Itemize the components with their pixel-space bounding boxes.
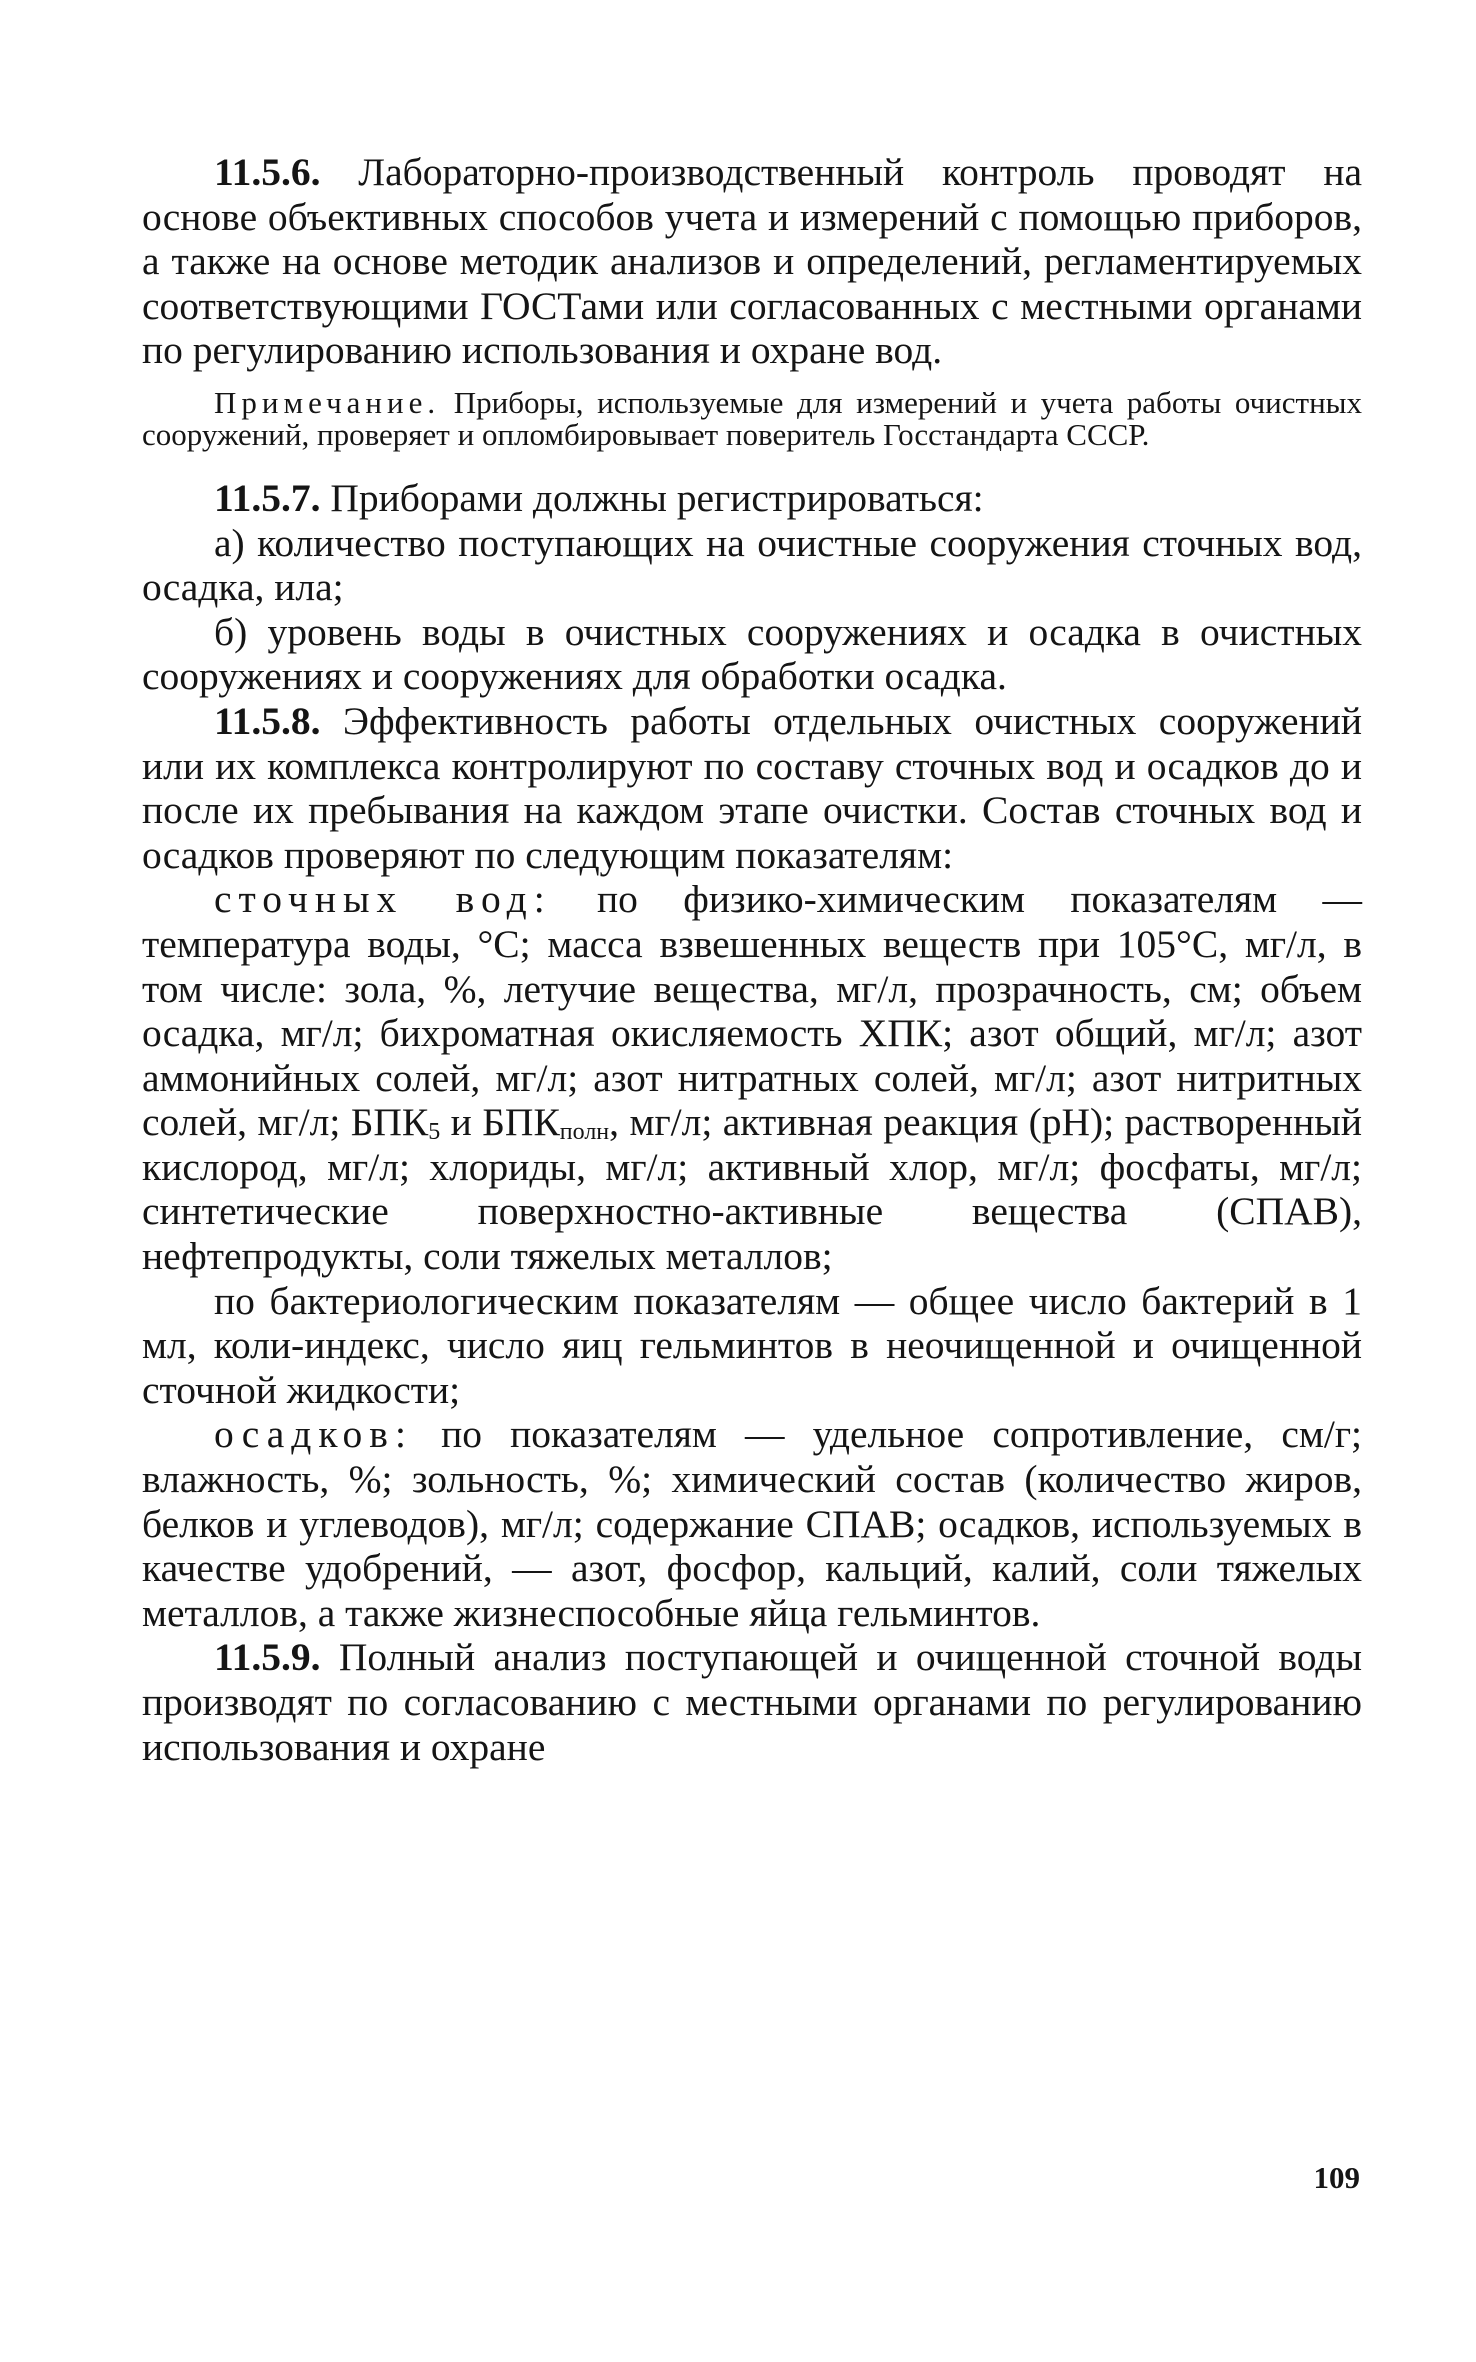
sludge-indicators xyxy=(142,1412,1362,1635)
list-item-b: б) уровень воды в очистных сооружениях и осадка в очистных сооружениях и сооружениях для обработки осадка. xyxy=(142,609,1362,699)
wastewater-text-2: и БПК xyxy=(440,1100,560,1145)
page-number: 109 xyxy=(1313,2160,1360,2195)
section-number: 11.5.7. xyxy=(214,475,321,520)
paragraph-11-5-6 xyxy=(142,150,1362,373)
section-number: 11.5.8. xyxy=(214,698,321,743)
list-item-a: а) количество поступающих на очистные сооружения сточных вод, осадка, ила; xyxy=(142,520,1362,610)
section-number: 11.5.9. xyxy=(214,1635,321,1680)
wastewater-label: сточных вод: xyxy=(214,877,552,922)
wastewater-text-3: , мг/л; активная реакция (рН); растворенный кислород, мг/л; хлориды, мг/л; активный хлор, мг/л; фосфаты, мг/л; синтетические поверхностно-активные вещества (СПАВ), нефтепродукты, соли тяжелых металлов; xyxy=(142,1100,1362,1279)
paragraph-text: Лабораторно-производственный контроль проводят на основе объективных способов учета и измерений с помощью приборов, а также на основе методик анализов и определений, регламентируемых соответствующими ГОСТами или согласованных с местными органами по регулированию использования и охране вод. xyxy=(142,150,1362,373)
paragraph-11-5-9 xyxy=(142,1635,1362,1769)
paragraph-text: Полный анализ поступающей и очищенной сточной воды производят по согласованию с местными органами по регулированию использования и охране xyxy=(142,1635,1362,1769)
wastewater-indicators xyxy=(142,877,1362,1278)
sludge-text: по показателям — удельное сопротивление, см/г; влажность, %; зольность, %; химический состав (количество жиров, белков и углеводов), мг/л; содержание СПАВ; осадков, используемых в качестве удобрений, — азот, фосфор, кальций, калий, соли тяжелых металлов, а также жизнеспособные яйца гельминтов. xyxy=(142,1412,1362,1635)
wastewater-text-1: по физико-химическим показателям — температура воды, °С; масса взвешенных веществ при 105°С, мг/л, в том числе: зола, %, летучие вещества, мг/л, прозрачность, см; объем осадка, мг/л; бихроматная окисляемость ХПК; азот общий, мг/л; азот аммонийных солей, мг/л; азот нитратных солей, мг/л; азот нитритных солей, мг/л; БПК xyxy=(142,877,1363,1145)
paragraph-text: Приборами должны регистрироваться: xyxy=(330,475,984,520)
note-text: Приборы, используемые для измерений и учета работы очистных сооружений, проверяет и опломбировывает поверитель Госстандарта СССР. xyxy=(142,384,1362,453)
note-label: Примечание. xyxy=(214,384,441,420)
paragraph-11-5-7 xyxy=(142,476,1362,521)
section-number: 11.5.6. xyxy=(214,150,321,194)
paragraph-11-5-8 xyxy=(142,699,1362,877)
note-paragraph xyxy=(142,384,1362,453)
paragraph-text: Эффективность работы отдельных очистных сооружений или их комплекса контролируют по составу сточных вод и осадков до и после их пребывания на каждом этапе очистки. Состав сточных вод и осадков проверяют по следующим показателям: xyxy=(142,698,1362,877)
bpk-full-subscript: полн xyxy=(559,1119,610,1146)
bpk5-subscript: 5 xyxy=(428,1119,441,1146)
bacteriological-indicators: по бактериологическим показателям — общее число бактерий в 1 мл, коли-индекс, число яиц гельминтов в неочищенной и очищенной сточной жидкости; xyxy=(142,1278,1362,1412)
sludge-label: осадков: xyxy=(214,1412,413,1457)
document-page xyxy=(142,150,1362,1769)
